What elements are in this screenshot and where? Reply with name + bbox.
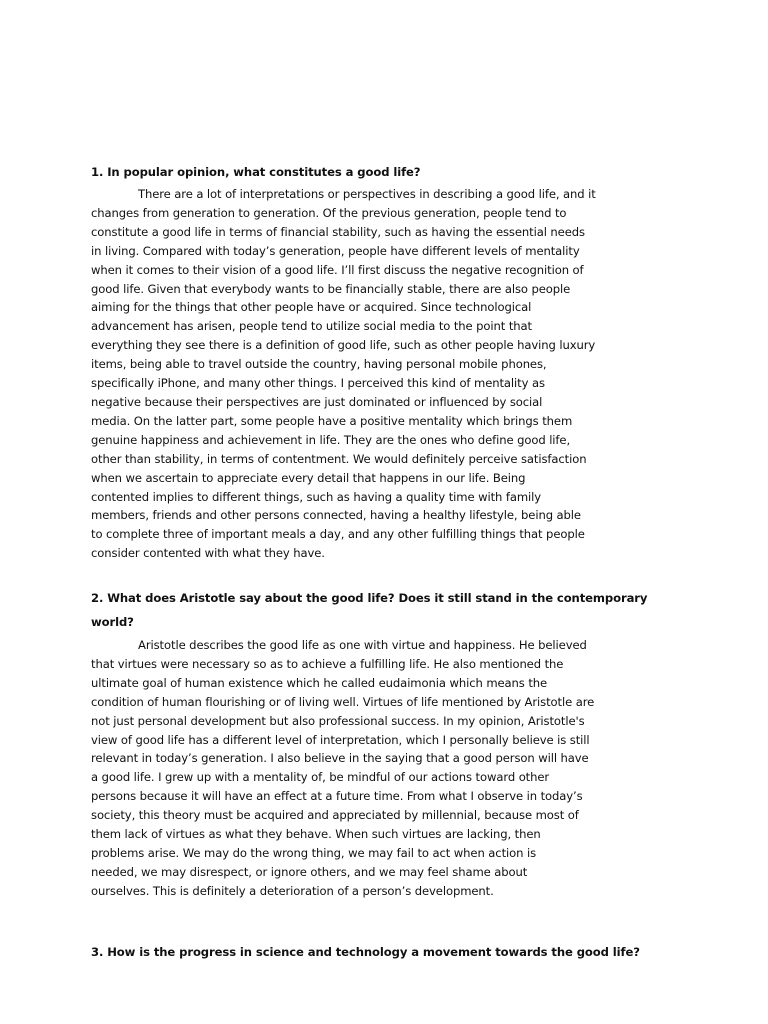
answer-line: problems arise. We may do the wrong thing, we may fail to act when action is [91, 845, 537, 860]
answer-line: ultimate goal of human existence which he called eudaimonia which means the [91, 675, 548, 690]
answer-line: a good life. I grew up with a mentality of, be mindful of our actions toward other [91, 770, 550, 785]
answer-line: contented implies to different things, such as having a quality time with family [91, 489, 542, 504]
answer-line: when we ascertain to appreciate every detail that happens in our life. Being [91, 470, 526, 485]
answer-line: when it comes to their vision of a good life. I’ll first discuss the negative recognition of [91, 262, 584, 277]
answer-line: aiming for the things that other people have or acquired. Since technological [91, 300, 532, 315]
answer-line: needed, we may disrespect, or ignore others, and we may feel shame about [91, 864, 528, 879]
answer-line: persons because it will have an effect at a future time. From what I observe in today’s [91, 789, 583, 804]
answer-line: condition of human flourishing or of living well. Virtues of life mentioned by Aristotle are [91, 694, 595, 709]
answer-line: view of good life has a different level of interpretation, which I personally believe is still [91, 732, 590, 747]
answer-line: everything they see there is a definition of good life, such as other people having luxury [91, 338, 596, 353]
answer-line: There are a lot of interpretations or perspectives in describing a good life, and it [138, 187, 596, 201]
question-1-answer [91, 185, 691, 563]
answer-line: consider contented with what they have. [91, 546, 325, 561]
answer-line: that virtues were necessary so as to achieve a fulfilling life. He also mentioned the [91, 656, 564, 671]
answer-line: items, being able to travel outside the country, having personal mobile phones, [91, 357, 547, 372]
answer-line: changes from generation to generation. Of the previous generation, people tend to [91, 205, 567, 220]
question-2-heading: 2. What does Aristotle say about the good life? Does it still stand in the contemporary [91, 591, 648, 605]
answer-line: media. On the latter part, some people have a positive mentality which brings them [91, 413, 573, 428]
answer-line: relevant in today’s generation. I also believe in the saying that a good person will have [91, 751, 589, 766]
answer-line: ourselves. This is definitely a deterioration of a person’s development. [91, 883, 494, 898]
answer-line: genuine happiness and achievement in life. They are the ones who define good life, [91, 432, 571, 447]
answer-line: other than stability, in terms of contentment. We would definitely perceive satisfaction [91, 451, 587, 466]
answer-line: to complete three of important meals a day, and any other fulfilling things that people [91, 527, 585, 542]
answer-line: them lack of virtues as what they behave. When such virtues are lacking, then [91, 827, 541, 842]
answer-line: in living. Compared with today’s generation, people have different levels of mentality [91, 243, 580, 258]
question-3-heading: 3. How is the progress in science and technology a movement towards the good life? [91, 945, 640, 959]
answer-line: constitute a good life in terms of financial stability, such as having the essential needs [91, 224, 585, 239]
answer-line: negative because their perspectives are just dominated or influenced by social [91, 394, 543, 409]
question-2-answer [91, 636, 691, 901]
question-1-heading: 1. In popular opinion, what constitutes a good life? [91, 165, 421, 179]
answer-line: members, friends and other persons connected, having a healthy lifestyle, being able [91, 508, 581, 523]
answer-line: specifically iPhone, and many other things. I perceived this kind of mentality as [91, 376, 545, 391]
answer-line: society, this theory must be acquired and appreciated by millennial, because most of [91, 808, 579, 823]
question-2-heading-continued: world? [91, 615, 134, 629]
answer-line: good life. Given that everybody wants to be financially stable, there are also people [91, 281, 571, 296]
answer-line: Aristotle describes the good life as one with virtue and happiness. He believed [138, 638, 587, 652]
answer-line: not just personal development but also professional success. In my opinion, Aristotle's [91, 713, 585, 728]
answer-line: advancement has arisen, people tend to utilize social media to the point that [91, 319, 532, 334]
